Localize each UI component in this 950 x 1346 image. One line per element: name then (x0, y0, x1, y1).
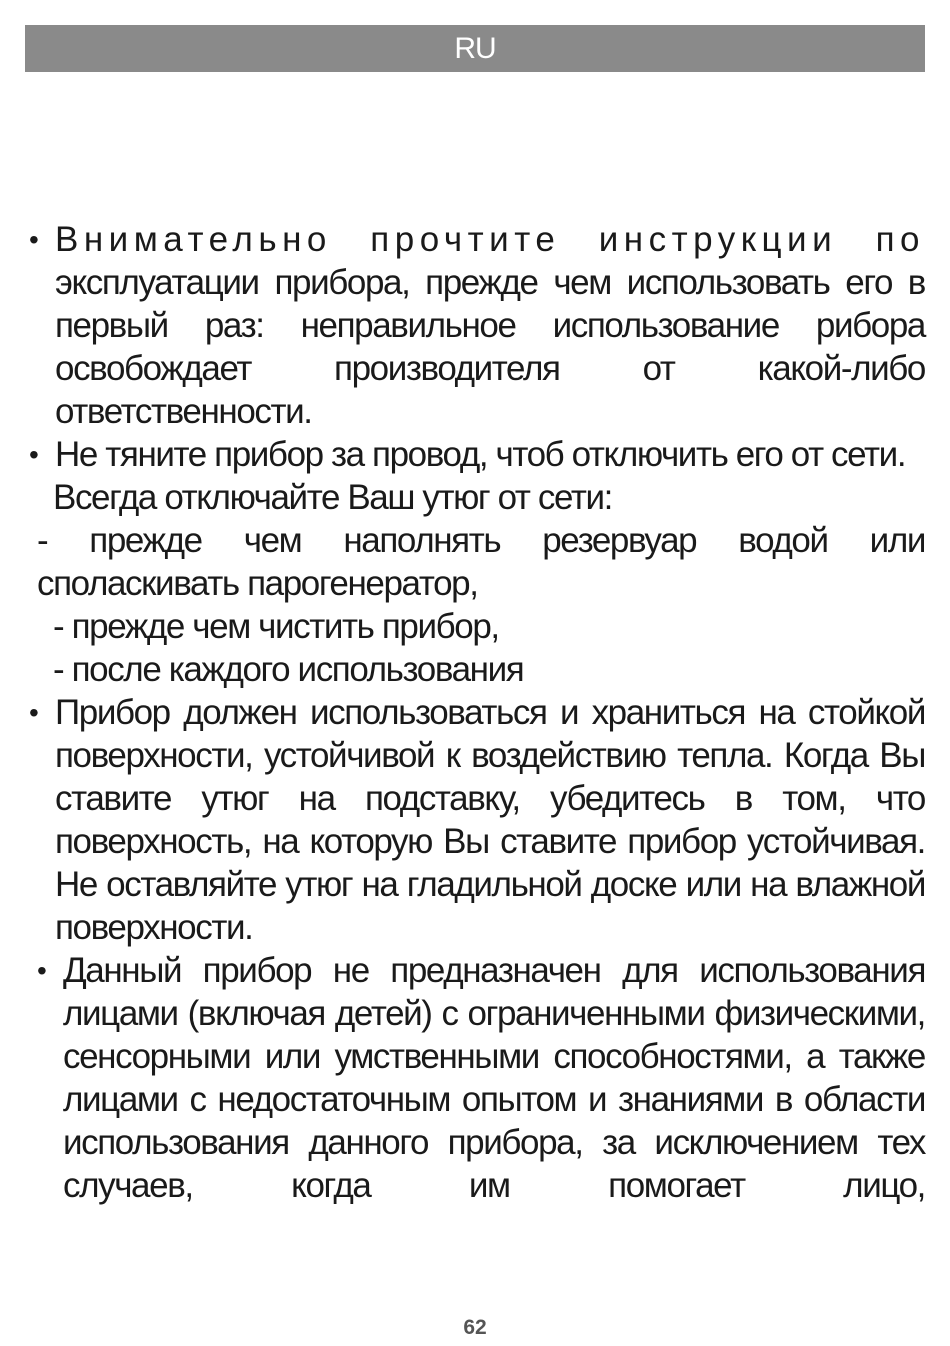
unplug-case-before-filling (25, 519, 925, 605)
instruction-text-first-line: Внимательно прочтите инструкции по (55, 220, 925, 259)
language-header-bar (25, 25, 925, 72)
instruction-item-not-for-children (25, 949, 925, 1207)
unplug-case-text: - прежде чем наполнять резервуар водой или споласкивать парогенератор, (37, 521, 925, 603)
instruction-item-stable-surface (25, 691, 925, 949)
bullet-icon: • (29, 224, 39, 255)
language-label: RU (454, 32, 496, 65)
unplug-case-before-cleaning: - прежде чем чистить прибор, (53, 607, 499, 646)
unplug-intro: Всегда отключайте Ваш утюг от сети: (53, 478, 612, 517)
bullet-icon: • (29, 439, 39, 470)
unplug-case-after-use: - после каждого использования (53, 650, 524, 689)
page-number: 62 (463, 1316, 487, 1339)
instruction-text: Не тяните прибор за провод, чтоб отключить его от сети. (55, 435, 906, 474)
instruction-item-read-manual (25, 218, 925, 433)
bullet-icon: • (29, 697, 39, 728)
instruction-text: Данный прибор не предназначен для использования лицами (включая детей) с ограниченными физическими, сенсорными или умственными способностями, а также лицами с недостаточным опытом и знаниями в области использования данного прибора, за исключением тех случаев, когда им помогает лицо, (63, 951, 925, 1205)
bullet-icon: • (37, 955, 47, 986)
instruction-text: Прибор должен использоваться и храниться на стойкой поверхности, устойчивой к воздействию тепла. Когда Вы ставите утюг на подставку, убедитесь в том, что поверхность, на которую Вы ставите прибор устойчивая. Не оставляйте утюг на гладильной доске или на влажной поверхности. (55, 693, 925, 947)
instruction-item-do-not-pull-cord (25, 433, 925, 476)
instruction-text: эксплуатации прибора, прежде чем использовать его в первый раз: неправильное использование рибора освобождает производителя от какой-либо ответственности. (55, 263, 925, 431)
safety-instructions (25, 218, 925, 1207)
